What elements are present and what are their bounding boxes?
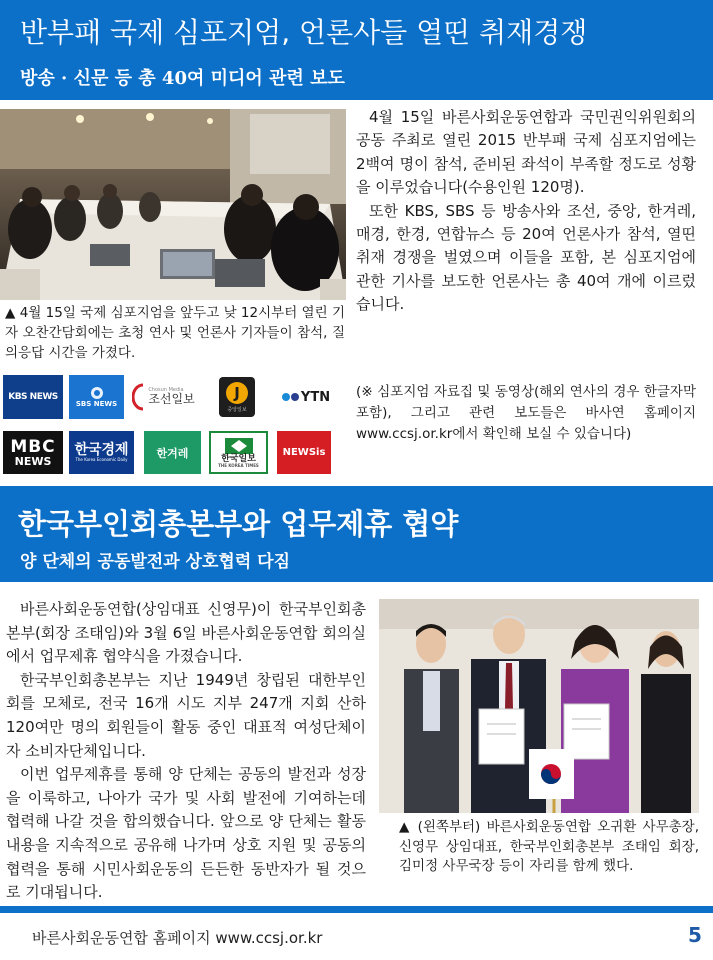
ytn-dots-icon	[282, 393, 299, 401]
article1-paragraph: 4월 15일 바른사회운동연합과 국민권익위원회의 공동 주최로 열린 2015 반부패 국제 심포지엄에는 2백여 명이 참석, 준비된 좌석이 부족할 정도로 성황을 이루었습니다(수용인원 120명).	[356, 108, 696, 197]
article2-paragraph: 이번 업무제휴를 통해 양 단체는 공동의 발전과 성장을 이룩하고, 나아가 국가 및 사회 발전에 기여하는데 협력해 나갈 것을 합의했습니다. 앞으로 양 단체는 활동 내용을 지속적으로 공유해 나가며 상호 지원 및 공동의 협력을 통해 시민사회운동의 든든한 동반자가 될 것으로 기대됩니다.	[6, 765, 366, 902]
hankyoreh-logo	[144, 431, 201, 474]
korea-times-text: 한국일보	[221, 453, 256, 464]
agreement-signing-photo	[379, 599, 699, 813]
chosun-mark-icon	[132, 382, 146, 412]
sbs-news-logo-text: SBS NEWS	[75, 400, 118, 408]
hankyoreh-text: 한겨레	[156, 446, 189, 460]
sbs-news-logo	[69, 375, 124, 419]
kbs-news-logo	[3, 375, 63, 419]
mbc-news-logo	[3, 431, 63, 474]
korea-times-mark-icon	[225, 438, 253, 454]
press-luncheon-photo	[0, 109, 346, 300]
article1-note: (※ 심포지엄 자료집 및 동영상(해외 연사의 경우 한글자막 포함), 그리고 관련 보도들은 바사연 홈페이지 www.ccsj.or.kr에서 확인해 보실 수 있습니다)	[356, 384, 696, 442]
hankyung-text: 한국경제	[74, 441, 129, 458]
chosun-ilbo-text: 조선일보	[148, 392, 195, 407]
korea-times-sub-text: THE KOREA TIMES	[218, 462, 259, 468]
joongang-logo	[206, 375, 268, 419]
ytn-logo-text: YTN	[300, 389, 331, 405]
newsis-logo	[277, 431, 331, 474]
article1-header	[0, 0, 713, 100]
hankyung-logo	[69, 431, 134, 474]
ytn-logo	[276, 375, 336, 419]
article2-body	[6, 598, 366, 905]
chosun-ilbo-logo	[132, 375, 195, 419]
mbc-news-text: NEWS	[14, 454, 52, 468]
mbc-text: MBC	[10, 436, 56, 457]
chosun-media-text: Chosun Media	[148, 386, 184, 393]
article2-header	[0, 486, 713, 582]
agreement-signing-caption: ▲ (왼쪽부터) 바른사회운동연합 오귀환 사무총장, 신영무 상임대표, 한국부인회총본부 조태임 회장, 김미정 사무국장 등이 자리를 함께 했다.	[399, 819, 699, 874]
article1-paragraph: 또한 KBS, SBS 등 방송사와 조선, 중앙, 한겨레, 매경, 한경, 연합뉴스 등 20여 언론사가 참석, 열띤 취재 경쟁을 벌였으며 이들을 포함, 본 심포지엄에 관한 기사를 보도한 언론사는 총 40여 개에 이르렀습니다.	[356, 201, 696, 314]
agreement-signing-image	[379, 599, 699, 813]
joongang-j-icon: J	[226, 382, 248, 404]
article2-title: 한국부인회총본부와 업무제휴 협약	[18, 507, 459, 541]
article1-title: 반부패 국제 심포지엄, 언론사들 열띤 취재경쟁	[20, 16, 588, 49]
press-luncheon-caption: ▲ 4월 15일 국제 심포지엄을 앞두고 낮 12시부터 열린 기자 오찬간담회에는 초청 연사 및 언론사 기자들이 참석, 질의응답 시간을 가졌다.	[5, 305, 345, 361]
hankyung-sub-text: The Korea Economic Daily	[75, 457, 128, 462]
sbs-swirl-icon	[87, 386, 107, 400]
footer-divider	[0, 906, 713, 913]
article1-subtitle: 방송 · 신문 등 총 40여 미디어 관련 보도	[20, 68, 345, 89]
joongang-text: 중앙일보	[227, 406, 247, 413]
kbs-news-logo-text: KBS NEWS	[8, 392, 58, 402]
footer-text: 바른사회운동연합 홈페이지 www.ccsj.or.kr	[32, 929, 323, 947]
korea-times-logo	[209, 431, 268, 474]
article2-paragraph: 바른사회운동연합(상임대표 신영무)이 한국부인회총본부(회장 조태임)와 3월 6일 바른사회운동연합 회의실에서 업무제휴 협약식을 가졌습니다.	[6, 600, 366, 666]
page-number: 5	[688, 923, 702, 947]
newsis-text: NEWSis	[282, 447, 326, 458]
press-luncheon-image	[0, 109, 346, 300]
article1-body	[356, 106, 696, 317]
article2-paragraph: 한국부인회총본부는 지난 1949년 창립된 대한부인회를 모체로, 전국 16개 시도 지부 247개 지회 산하 120여만 명의 회원들이 활동 중인 대표적 여성단체이자 소비자단체입니다.	[6, 670, 366, 760]
article2-subtitle: 양 단체의 공동발전과 상호협력 다짐	[20, 552, 291, 572]
